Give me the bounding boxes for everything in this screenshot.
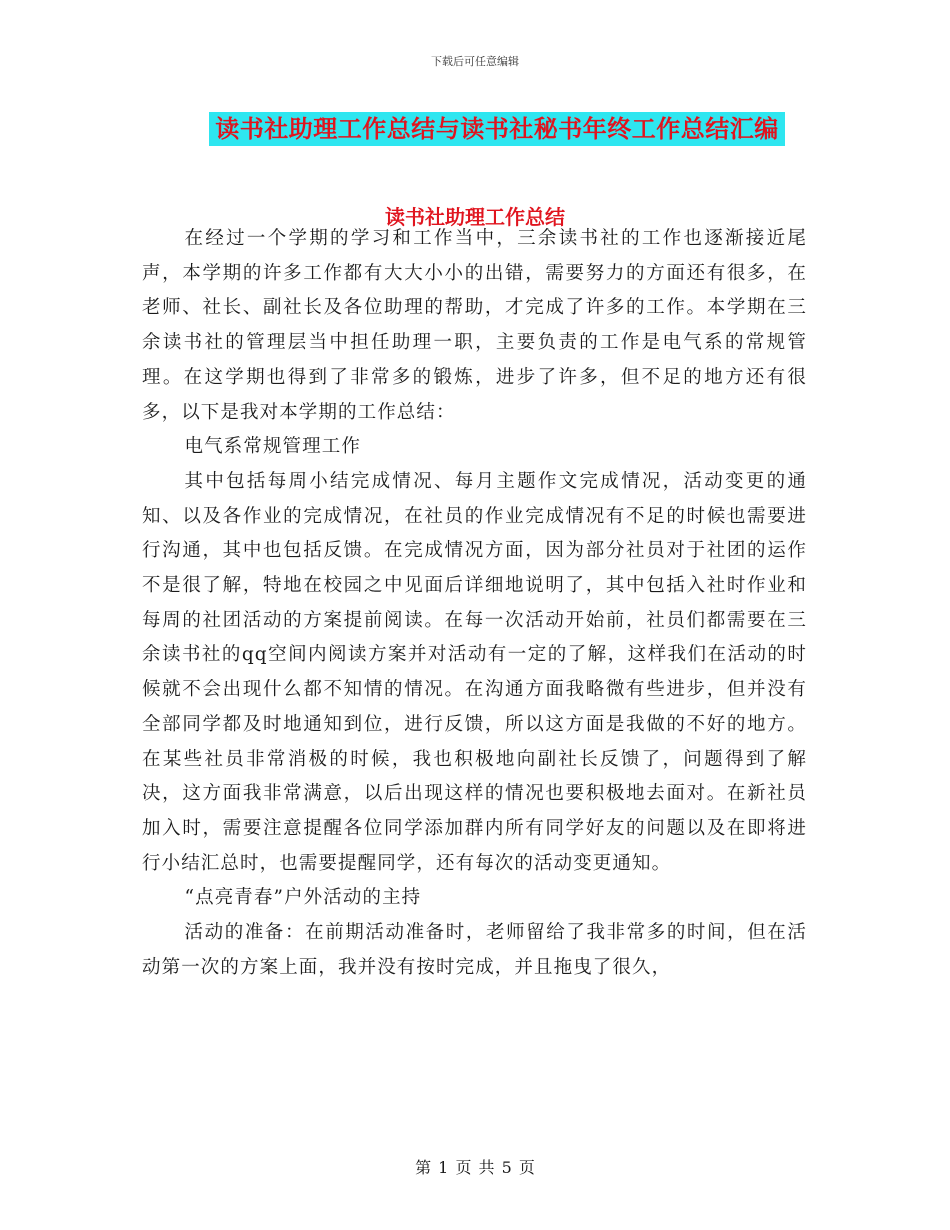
document-title-text: 读书社助理工作总结与读书社秘书年终工作总结汇编	[209, 112, 785, 146]
document-title	[0, 112, 950, 146]
paragraph-activity-preparation: 活动的准备：在前期活动准备时，老师留给了我非常多的时间，但在活动第一次的方案上面，我并没有按时完成，并且拖曳了很久，	[142, 922, 807, 978]
header-note: 下载后可任意编辑	[431, 55, 519, 68]
paragraph-routine-management: 其中包括每周小结完成情况、每月主题作文完成情况，活动变更的通知、以及各作业的完成情况，在社员的作业完成情况有不足的时候也需要进行沟通，其中也包括反馈。在完成情况方面，因为部分社员对于社团的运作不是很了解，特地在校园之中见面后详细地说明了，其中包括入社时作业和每周的社团活动的方案提前阅读。在每一次活动开始前，社员们都需要在三余读书社的qq空间内阅读方案并对活动有一定的了解，这样我们在活动的时候就不会出现什么都不知情的情况。在沟通方面我略微有些进步，但并没有全部同学都及时地通知到位，进行反馈，所以这方面是我做的不好的地方。在某些社员非常消极的时候，我也积极地向副社长反馈了，问题得到了解决，这方面我非常满意，以后出现这样的情况也要积极地去面对。在新社员加入时，需要注意提醒各位同学添加群内所有同学好友的问题以及在即将进行小结汇总时，也需要提醒同学，还有每次的活动变更通知。	[142, 470, 807, 874]
section-title: 读书社助理工作总结	[385, 205, 565, 229]
heading-routine-management: 电气系常规管理工作	[184, 436, 361, 458]
paragraph-intro: 在经过一个学期的学习和工作当中，三余读书社的工作也逐渐接近尾声，本学期的许多工作都有大大小小的出错，需要努力的方面还有很多，在老师、社长、副社长及各位助理的帮助，才完成了许多的工作。本学期在三余读书社的管理层当中担任助理一职，主要负责的工作是电气系的常规管理。在这学期也得到了非常多的锻炼，进步了许多，但不足的地方还有很多，以下是我对本学期的工作总结：	[142, 228, 807, 423]
heading-outdoor-activity: “点亮青春”户外活动的主持	[184, 887, 422, 909]
page-footer: 第 1 页 共 5 页	[415, 1158, 535, 1177]
document-body	[142, 222, 807, 985]
